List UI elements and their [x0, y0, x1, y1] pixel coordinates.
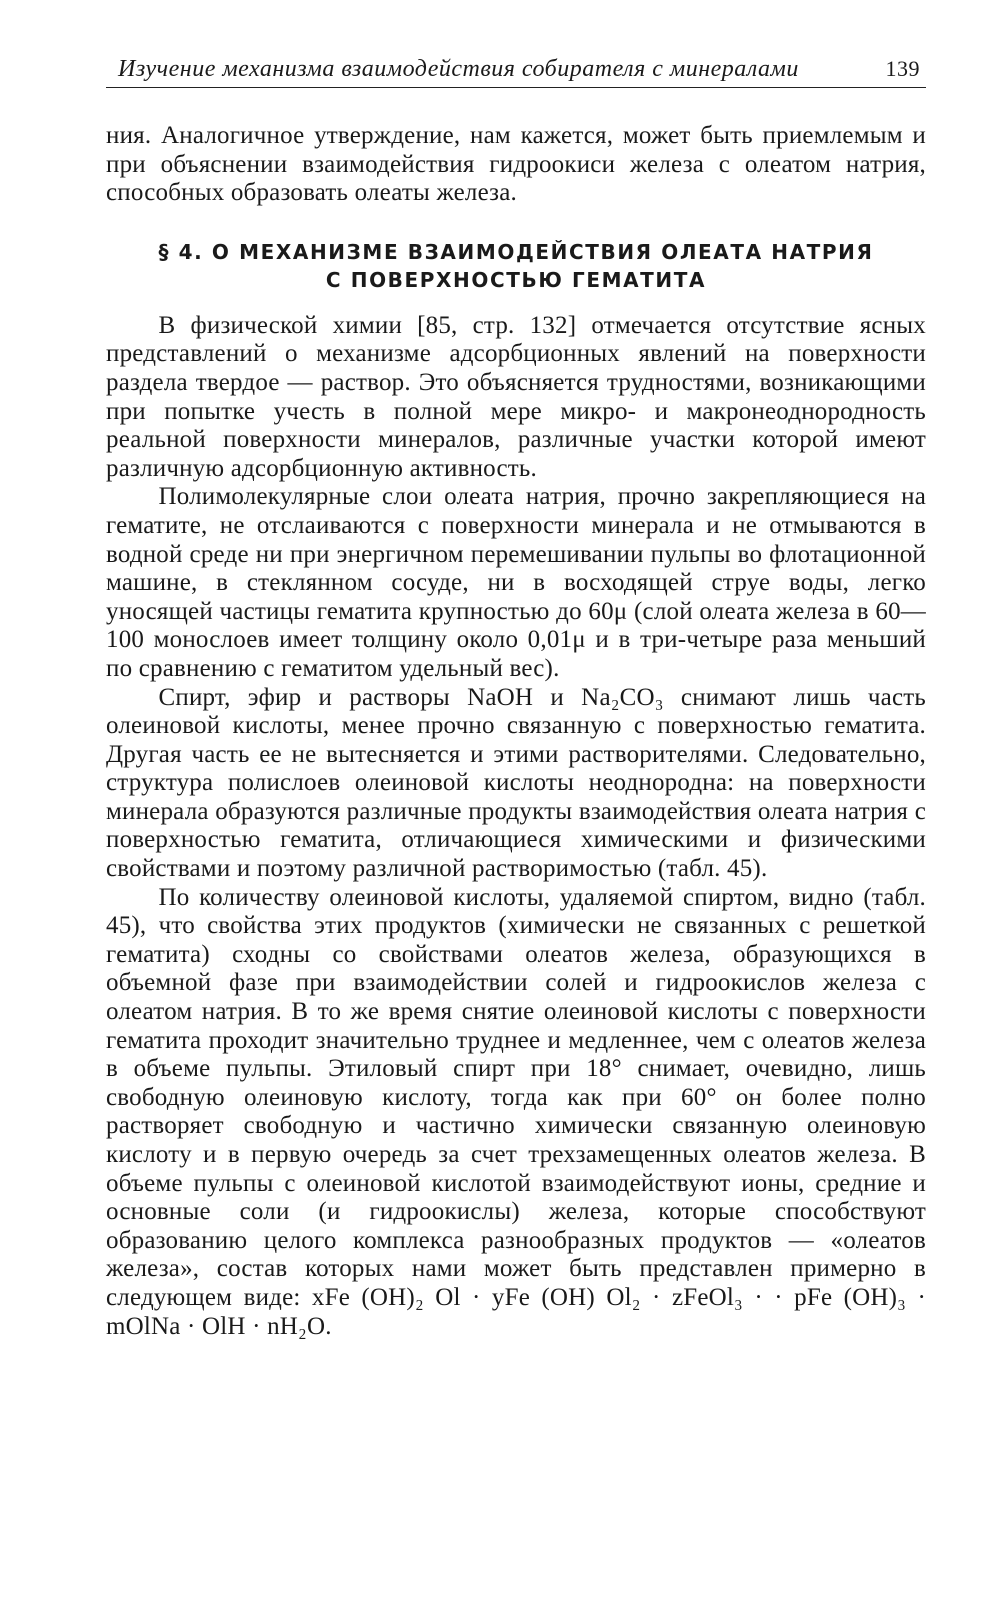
- running-header: [106, 56, 926, 88]
- running-title: Изучение механизма взаимодействия собирателя с минералами: [118, 56, 799, 82]
- body-text: [106, 122, 926, 1341]
- paragraph-continued: ния. Аналогичное утверждение, нам кажется, может быть приемлемым и при объяснении взаимодействия гидроокиси железа с олеатом натрия, способных образовать олеаты железа.: [106, 122, 926, 207]
- book-page: [106, 56, 926, 1341]
- section-heading-line-1: § 4. О МЕХАНИЗМЕ ВЗАИМОДЕЙСТВИЯ ОЛЕАТА НАТРИЯ: [158, 239, 874, 264]
- section-heading: [106, 238, 926, 294]
- paragraph: Спирт, эфир и растворы NaOH и Na₂CO₃ снимают лишь часть олеиновой кислоты, менее прочно связанную с поверхностью гематита. Другая часть ее не вытесняется и этими растворителями. Следовательно, структура полислоев олеиновой кислоты неоднородна: на поверхности минерала образуются различные продукты взаимодействия олеата натрия с поверхностью гематита, отличающиеся химическими и физическими свойствами и поэтому различной растворимостью (табл. 45).: [106, 683, 926, 883]
- paragraph: В физической химии [85, стр. 132] отмечается отсутствие ясных представлений о механизме адсорбционных явлений на поверхности раздела твердое — раствор. Это объясняется трудностями, возникающими при попытке учесть в полной мере микро- и макронеоднородность реальной поверхности минералов, различные участки которой имеют различную адсорбционную активность.: [106, 311, 926, 482]
- section-heading-line-2: С ПОВЕРХНОСТЬЮ ГЕМАТИТА: [325, 267, 707, 292]
- paragraph: Полимолекулярные слои олеата натрия, прочно закрепляющиеся на гематите, не отслаиваются с поверхности минерала и не отмываются в водной среде ни при энергичном перемешивании пульпы во флотационной машине, в стеклянном сосуде, ни в восходящей струе воды, легко уносящей частицы гематита крупностью до 60μ (слой олеата железа в 60—100 монослоев имеет толщину около 0,01μ и в три-четыре раза меньший по сравнению с гематитом удельный вес).: [106, 483, 926, 682]
- paragraph: По количеству олеиновой кислоты, удаляемой спиртом, видно (табл. 45), что свойства этих продуктов (химически не связанных с решеткой гематита) сходны со свойствами олеатов железа, образующихся в объемной фазе при взаимодействии солей и гидроокислов железа с олеатом натрия. В то же время снятие олеиновой кислоты с поверхности гематита проходит значительно труднее и медленнее, чем с олеатов железа в объеме пульпы. Этиловый спирт при 18° снимает, очевидно, лишь свободную олеиновую кислоту, тогда как при 60° он более полно растворяет свободную и частично химически связанную олеиновую кислоту и в первую очередь за счет трехзамещенных олеатов железа. В объеме пульпы с олеиновой кислотой взаимодействуют ионы, средние и основные соли (и гидроокислы) железа, которые способствуют образованию целого комплекса разнообразных продуктов — «олеатов железа», состав которых нами может быть представлен примерно в следующем виде: xFe (OH)₂ Ol · yFe (OH) Ol₂ · zFeOl₃ · · pFe (OH)₃ · mOlNa · OlH · nH₂O.: [106, 883, 926, 1340]
- page-number: 139: [885, 56, 920, 81]
